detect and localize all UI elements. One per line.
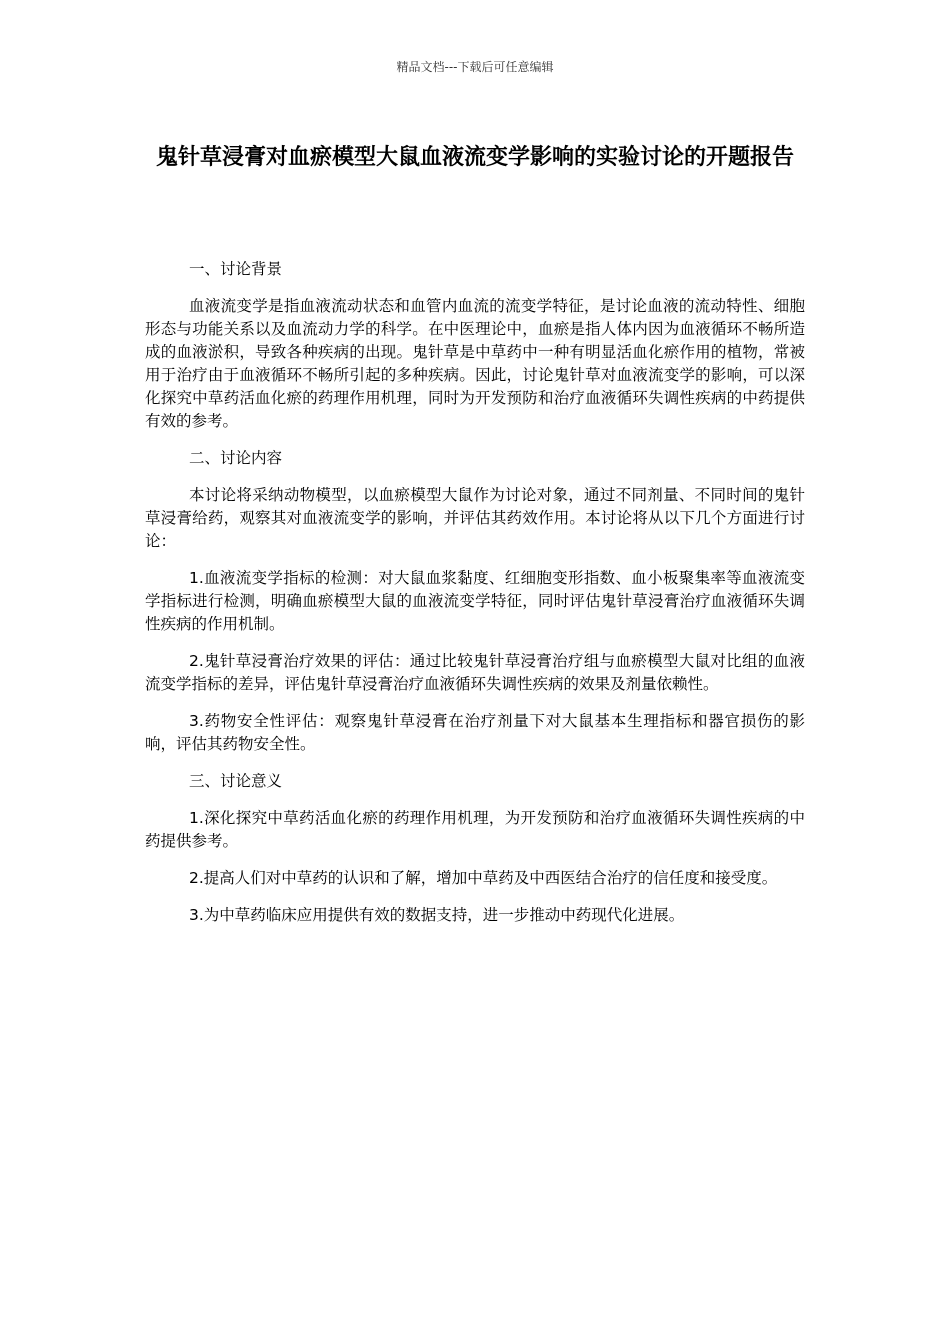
document-body: [145, 258, 805, 941]
paragraph-significance-item-1: 1.深化探究中草药活血化瘀的药理作用机理，为开发预防和治疗血液循环失调性疾病的中药提供参考。: [145, 809, 805, 850]
section-heading-significance: 三、讨论意义: [189, 772, 283, 790]
paragraph-background-1: 血液流变学是指血液流动状态和血管内血流的流变学特征，是讨论血液的流动特性、细胞形态与功能关系以及血流动力学的科学。在中医理论中，血瘀是指人体内因为血液循环不畅所造成的血液淤积，导致各种疾病的出现。鬼针草是中草药中一种有明显活血化瘀作用的植物，常被用于治疗由于血液循环不畅所引起的多种疾病。因此，讨论鬼针草对血液流变学的影响，可以深化探究中草药活血化瘀的药理作用机理，同时为开发预防和治疗血液循环失调性疾病的中药提供有效的参考。: [145, 297, 805, 430]
paragraph-significance-item-2: 2.提高人们对中草药的认识和了解，增加中草药及中西医结合治疗的信任度和接受度。: [189, 869, 778, 887]
paragraph-content-item-1: 1.血液流变学指标的检测：对大鼠血浆黏度、红细胞变形指数、血小板聚集率等血液流变学指标进行检测，明确血瘀模型大鼠的血液流变学特征，同时评估鬼针草浸膏治疗血液循环失调性疾病的作用机制。: [145, 569, 805, 633]
paragraph-significance-item-3: 3.为中草药临床应用提供有效的数据支持，进一步推动中药现代化进展。: [189, 906, 685, 924]
document-title: 鬼针草浸膏对血瘀模型大鼠血液流变学影响的实验讨论的开题报告: [155, 145, 794, 170]
paragraph-content-item-3: 3.药物安全性评估：观察鬼针草浸膏在治疗剂量下对大鼠基本生理指标和器官损伤的影响，评估其药物安全性。: [145, 712, 805, 753]
header-note: 精品文档---下载后可任意编辑: [396, 60, 554, 74]
paragraph-content-intro: 本讨论将采纳动物模型，以血瘀模型大鼠作为讨论对象，通过不同剂量、不同时间的鬼针草浸膏给药，观察其对血液流变学的影响，并评估其药效作用。本讨论将从以下几个方面进行讨论：: [145, 486, 805, 550]
section-heading-content: 二、讨论内容: [189, 449, 283, 467]
section-heading-background: 一、讨论背景: [189, 260, 283, 278]
paragraph-content-item-2: 2.鬼针草浸膏治疗效果的评估：通过比较鬼针草浸膏治疗组与血瘀模型大鼠对比组的血液流变学指标的差异，评估鬼针草浸膏治疗血液循环失调性疾病的效果及剂量依赖性。: [145, 652, 805, 693]
